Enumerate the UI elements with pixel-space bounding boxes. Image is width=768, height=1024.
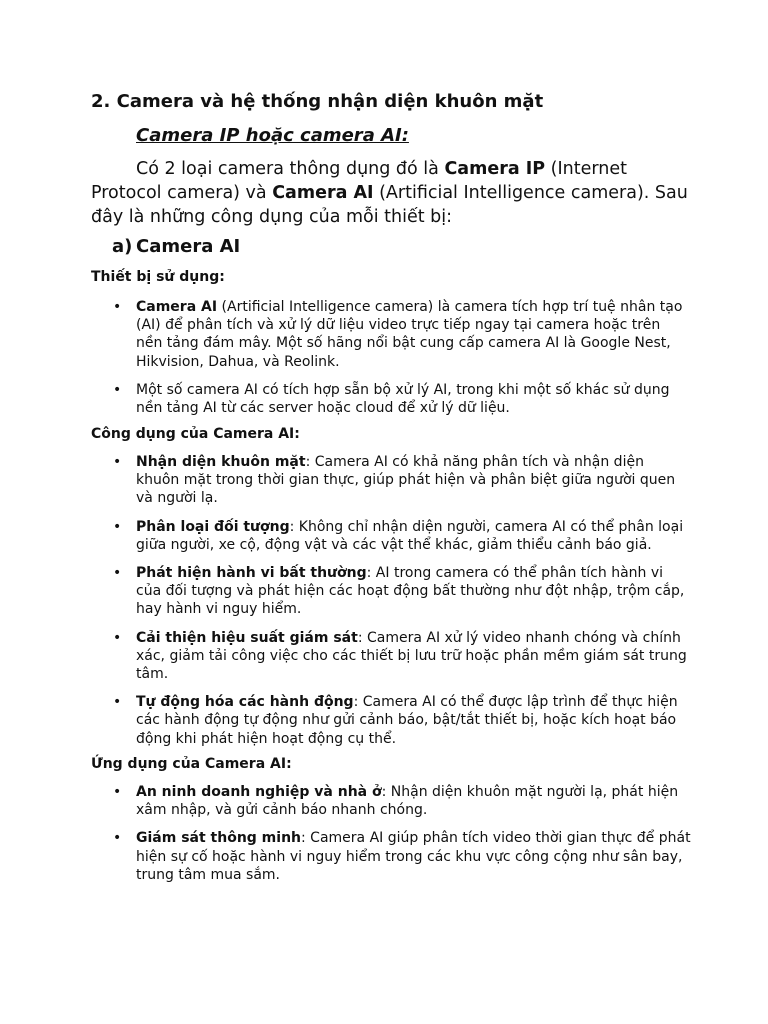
list-item-bold: Cải thiện hiệu suất giám sát bbox=[136, 629, 358, 646]
list-item-bold: Nhận diện khuôn mặt bbox=[136, 454, 306, 470]
list-item bbox=[91, 693, 691, 748]
bullet-glyph: • bbox=[113, 454, 122, 470]
list-item bbox=[91, 564, 691, 619]
list-item bbox=[91, 629, 691, 684]
list-item-bold: Phát hiện hành vi bất thường bbox=[136, 565, 367, 582]
intro-bold-camera-ip: Camera IP bbox=[444, 159, 546, 179]
list-item-text: : Không chỉ nhận diện người, camera AI có thể phân loại giữa người, xe cộ, động vật và các vật thể khác, giảm thiểu cảnh báo giả. bbox=[136, 518, 684, 553]
list-item-bold: Tự động hóa các hành động bbox=[136, 694, 354, 711]
list-item-text: (Artificial Intelligence camera) là camera tích hợp trí tuệ nhân tạo (AI) để phân tích và xử lý dữ liệu video trực tiếp ngay tại camera hoặc trên nền tảng đám mây. Một số hãng nổi bật cung cấp camera AI là Google Nest, Hikvision, Dahua, và Reolink. bbox=[136, 299, 683, 370]
bullet-glyph: • bbox=[113, 299, 122, 315]
intro-paragraph bbox=[91, 157, 701, 229]
bullet-glyph: • bbox=[113, 784, 122, 800]
list-item-text: : Nhận diện khuôn mặt người lạ, phát hiện xâm nhập, và gửi cảnh báo nhanh chóng. bbox=[136, 784, 679, 819]
devices-list bbox=[91, 298, 691, 427]
uses-list bbox=[91, 453, 691, 758]
intro-bold-camera-ai: Camera AI bbox=[272, 183, 374, 203]
bullet-glyph: • bbox=[113, 830, 122, 847]
list-item-bold: Camera AI bbox=[136, 299, 218, 315]
list-item-text: : Camera AI có khả năng phân tích và nhận diện khuôn mặt trong thời gian thực, giúp phát hiện và phân biệt giữa người quen và người lạ. bbox=[136, 454, 676, 507]
bullet-glyph: • bbox=[113, 381, 122, 398]
list-item bbox=[91, 381, 691, 417]
applications-label: Ứng dụng của Camera AI: bbox=[91, 756, 292, 772]
section-a-heading bbox=[112, 236, 240, 257]
list-item-text: : Camera AI có thể được lập trình để thực hiện các hành động tự động như gửi cảnh báo, bật/tắt thiết bị, hoặc kích hoạt báo động khi phát hiện hoạt động cụ thể. bbox=[136, 694, 678, 747]
list-item-bold: Giám sát thông minh bbox=[136, 830, 302, 847]
section-a-title: Camera AI bbox=[136, 236, 241, 257]
devices-label: Thiết bị sử dụng: bbox=[91, 269, 225, 285]
subheading: Camera IP hoặc camera AI: bbox=[136, 125, 409, 146]
bullet-glyph: • bbox=[113, 518, 122, 535]
list-item-text: : AI trong camera có thể phân tích hành vi của đối tượng và phát hiện các hoạt động bất thường như đột nhập, trộm cắp, hay hành vi nguy hiểm. bbox=[136, 565, 685, 618]
applications-list bbox=[91, 783, 691, 894]
list-item-bold: An ninh doanh nghiệp và nhà ở bbox=[136, 784, 382, 800]
list-item bbox=[91, 783, 691, 819]
list-item bbox=[91, 298, 691, 371]
list-item bbox=[91, 453, 691, 508]
intro-text-2: (Internet Protocol camera) và bbox=[91, 159, 627, 203]
intro-text-1: Có 2 loại camera thông dụng đó là bbox=[136, 159, 445, 179]
list-item bbox=[91, 518, 691, 554]
bullet-glyph: • bbox=[113, 565, 122, 582]
list-item-text: : Camera AI xử lý video nhanh chóng và chính xác, giảm tải công việc cho các thiết bị lưu trữ hoặc phần mềm giám sát trung tâm. bbox=[136, 629, 687, 683]
bullet-glyph: • bbox=[113, 694, 122, 711]
section-a-marker: a) bbox=[112, 236, 133, 257]
bullet-glyph: • bbox=[113, 629, 122, 646]
list-item-bold: Phân loại đối tượng bbox=[136, 518, 290, 535]
list-item-text: Một số camera AI có tích hợp sẵn bộ xử lý AI, trong khi một số khác sử dụng nền tảng AI từ các server hoặc cloud để xử lý dữ liệu. bbox=[136, 381, 670, 417]
intro-text-3: (Artificial Intelligence camera). Sau đây là những công dụng của mỗi thiết bị: bbox=[91, 183, 688, 227]
uses-label: Công dụng của Camera AI: bbox=[91, 426, 300, 442]
section-heading: 2. Camera và hệ thống nhận diện khuôn mặt bbox=[91, 91, 544, 112]
list-item-text: : Camera AI giúp phân tích video thời gian thực để phát hiện sự cố hoặc hành vi nguy hiểm trong các khu vực công cộng như sân bay, trung tâm mua sắm. bbox=[136, 830, 691, 883]
list-item bbox=[91, 829, 691, 884]
